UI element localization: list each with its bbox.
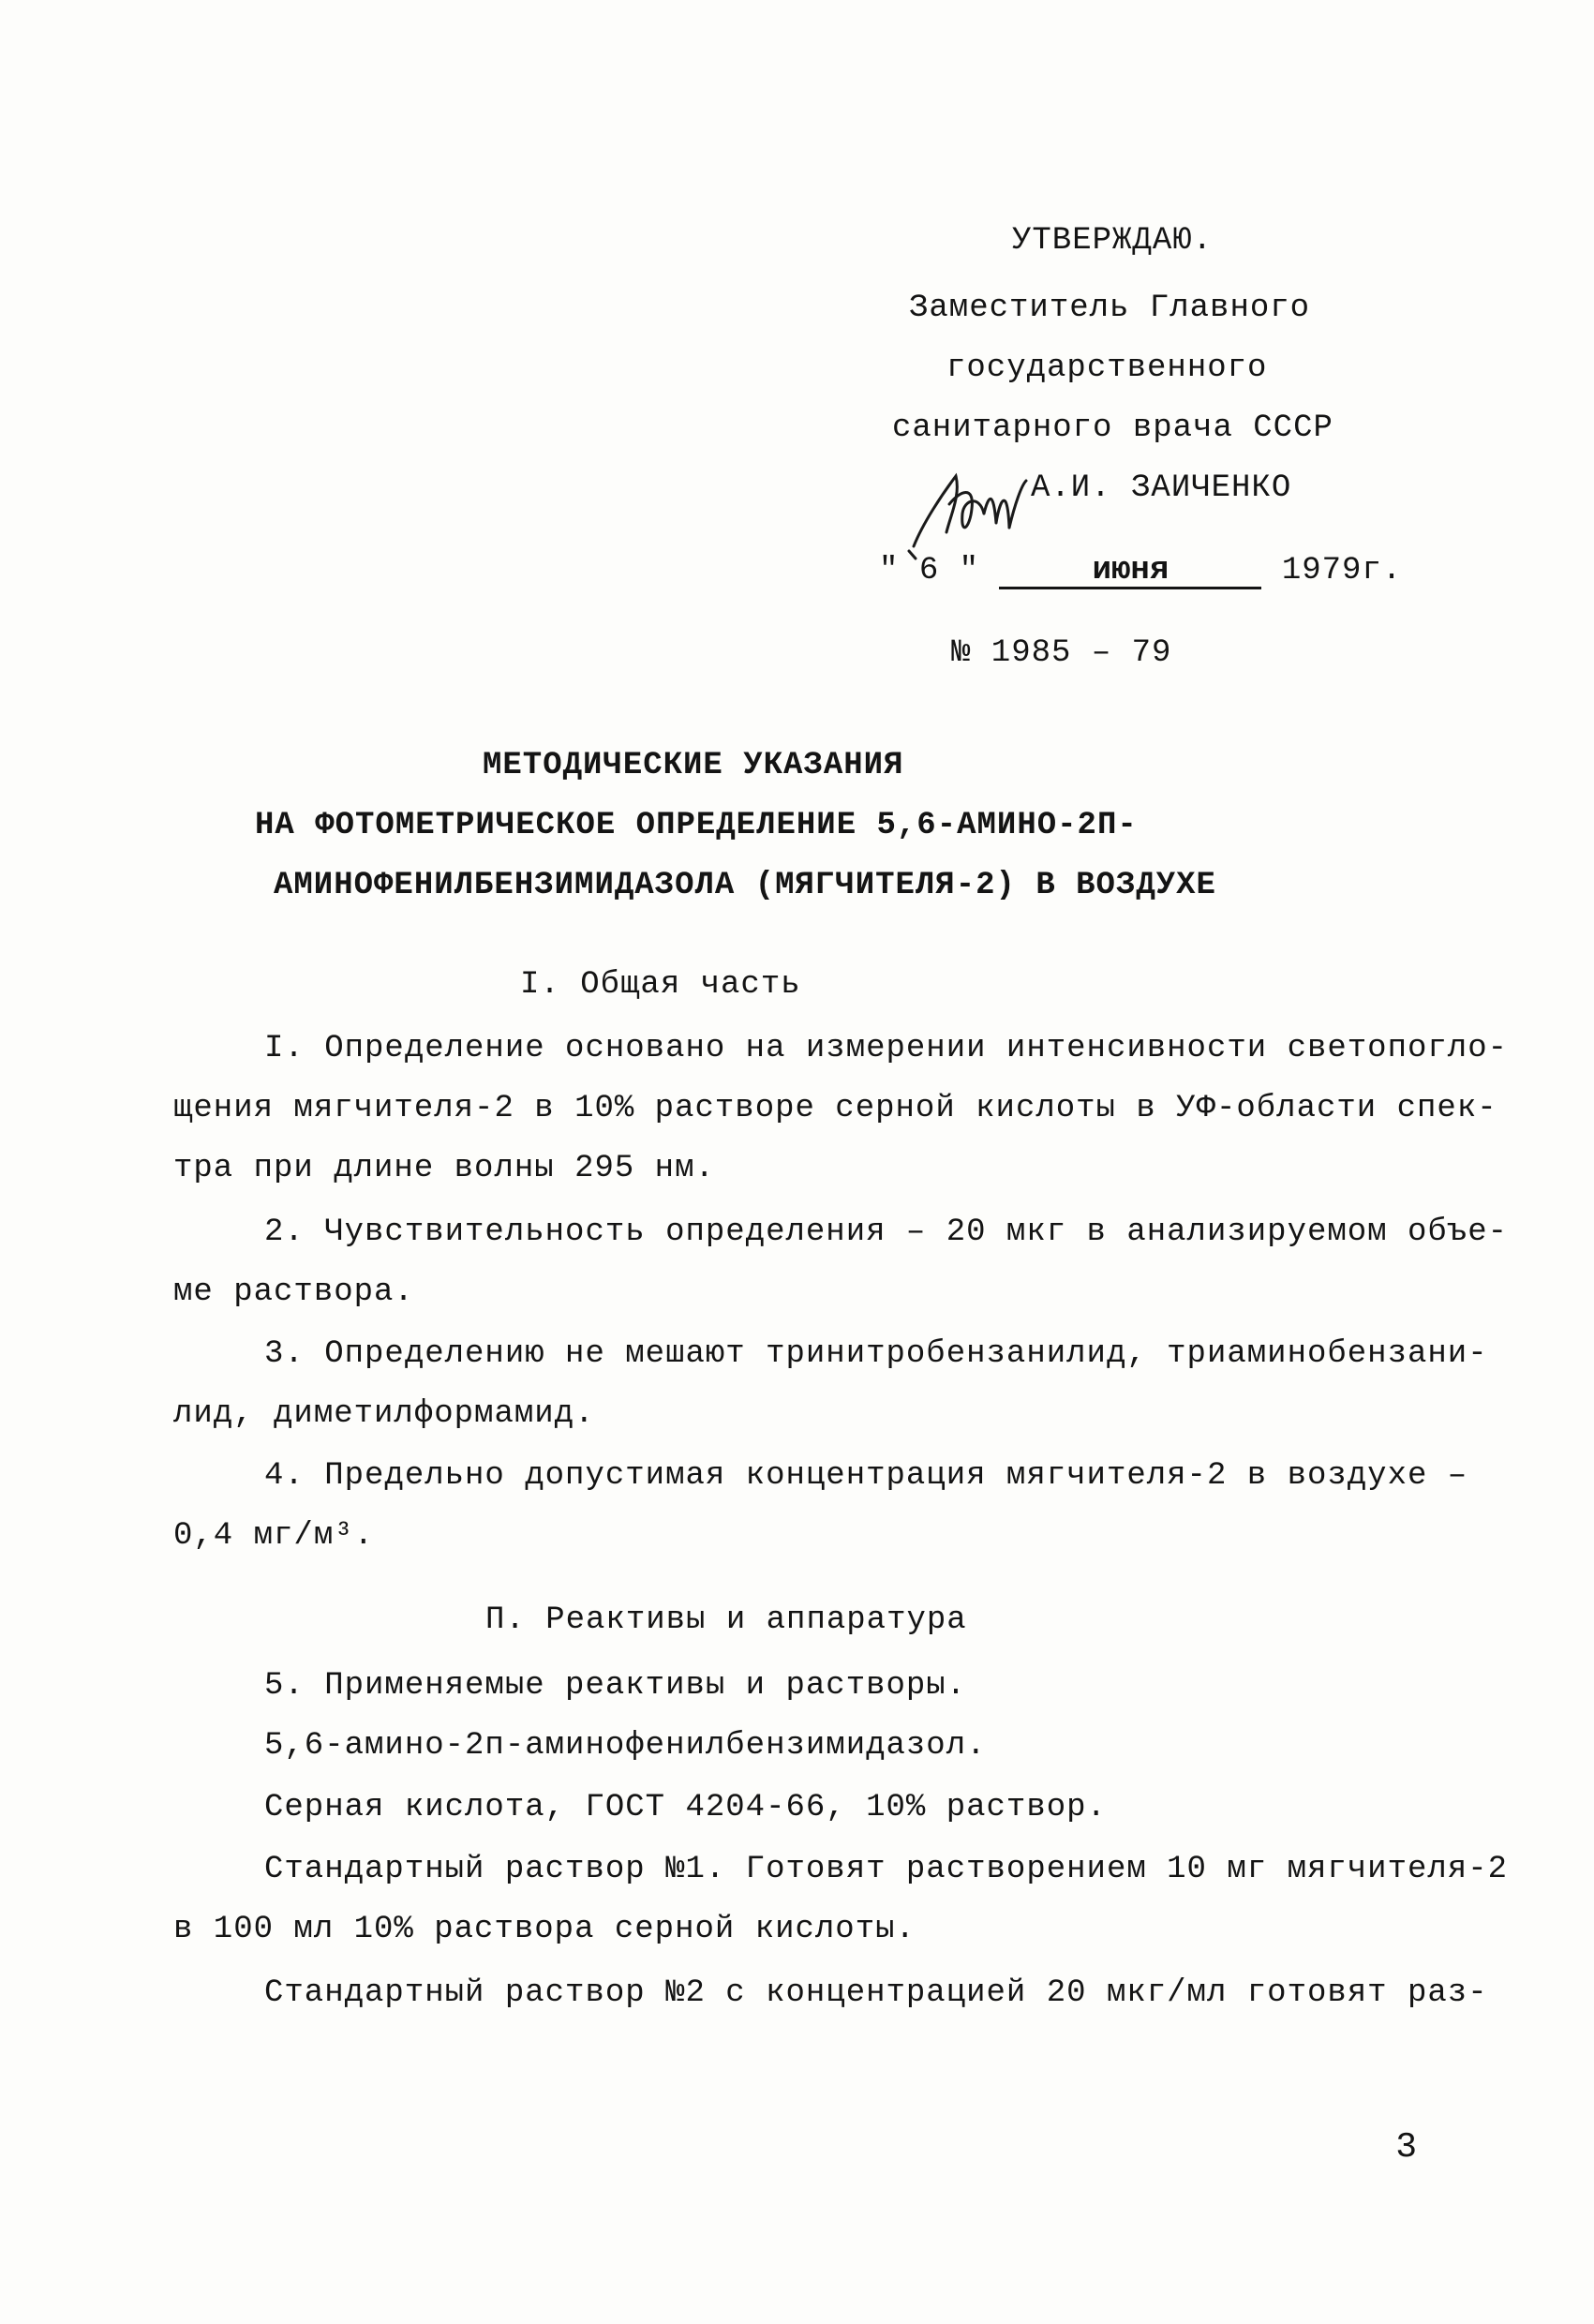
title-line1: МЕТОДИЧЕСКИЕ УКАЗАНИЯ [483,748,904,783]
title-line3: АМИНОФЕНИЛБЕНЗИМИДАЗОЛА (МЯГЧИТЕЛЯ-2) В ВОЗДУХЕ [274,868,1216,903]
approval-signatory: А.И. ЗАИЧЕНКО [1031,470,1292,506]
p3-line2: лид, диметилформамид. [173,1396,595,1432]
approval-block [843,0,1424,712]
reagent-1: 5,6-амино-2п-аминофенилбензимидазол. [264,1728,987,1764]
section2-heading: П. Реактивы и аппаратура [485,1602,967,1638]
approval-position-line2: государственного [946,350,1268,386]
p1-line3: тра при длине волны 295 нм. [173,1151,715,1186]
p4-line2: 0,4 мг/м³. [173,1518,375,1554]
p1-line1: I. Определение основано на измерении интенсивности светопогло- [264,1031,1509,1066]
p2-line1: 2. Чувствительность определения – 20 мкг в анализируемом объе- [264,1214,1509,1250]
date-month: июня [999,555,1261,589]
approval-heading: УТВЕРЖДАЮ. [1012,223,1214,259]
p5-line: 5. Применяемые реактивы и растворы. [264,1668,967,1704]
p4-line1: 4. Предельно допустимая концентрация мягчителя-2 в воздухе – [264,1458,1468,1494]
title-line2: НА ФОТОМЕТРИЧЕСКОЕ ОПРЕДЕЛЕНИЕ 5,6-АМИНО-2П- [255,808,1138,843]
p1-line2: щения мягчителя-2 в 10% растворе серной кислоты в УФ-области спек- [173,1091,1497,1126]
reagent-4-line1: Стандартный раствор №2 с концентрацией 20 мкг/мл готовят раз- [264,1975,1488,2011]
date-day: 6 [918,553,940,588]
approval-number: № 1985 – 79 [951,635,1172,671]
page-number: 3 [1395,2127,1418,2168]
reagent-3-line1: Стандартный раствор №1. Готовят растворением 10 мг мягчителя-2 [264,1852,1509,1887]
approval-position-line3: санитарного врача СССР [892,410,1333,446]
reagent-2: Серная кислота, ГОСТ 4204-66, 10% раствор. [264,1790,1107,1825]
approval-position-line1: Заместитель Главного [909,290,1311,326]
p2-line2: ме раствора. [173,1274,414,1310]
date-close-quote: " [959,553,980,588]
date-open-quote: " [879,553,900,588]
p3-line1: 3. Определению не мешают тринитробензанилид, триаминобензани- [264,1336,1488,1372]
reagent-3-line2: в 100 мл 10% раствора серной кислоты. [173,1912,916,1947]
handwritten-signature [904,457,1035,560]
section1-heading: I. Общая часть [520,967,801,1003]
date-year: 1979г. [1281,553,1403,588]
